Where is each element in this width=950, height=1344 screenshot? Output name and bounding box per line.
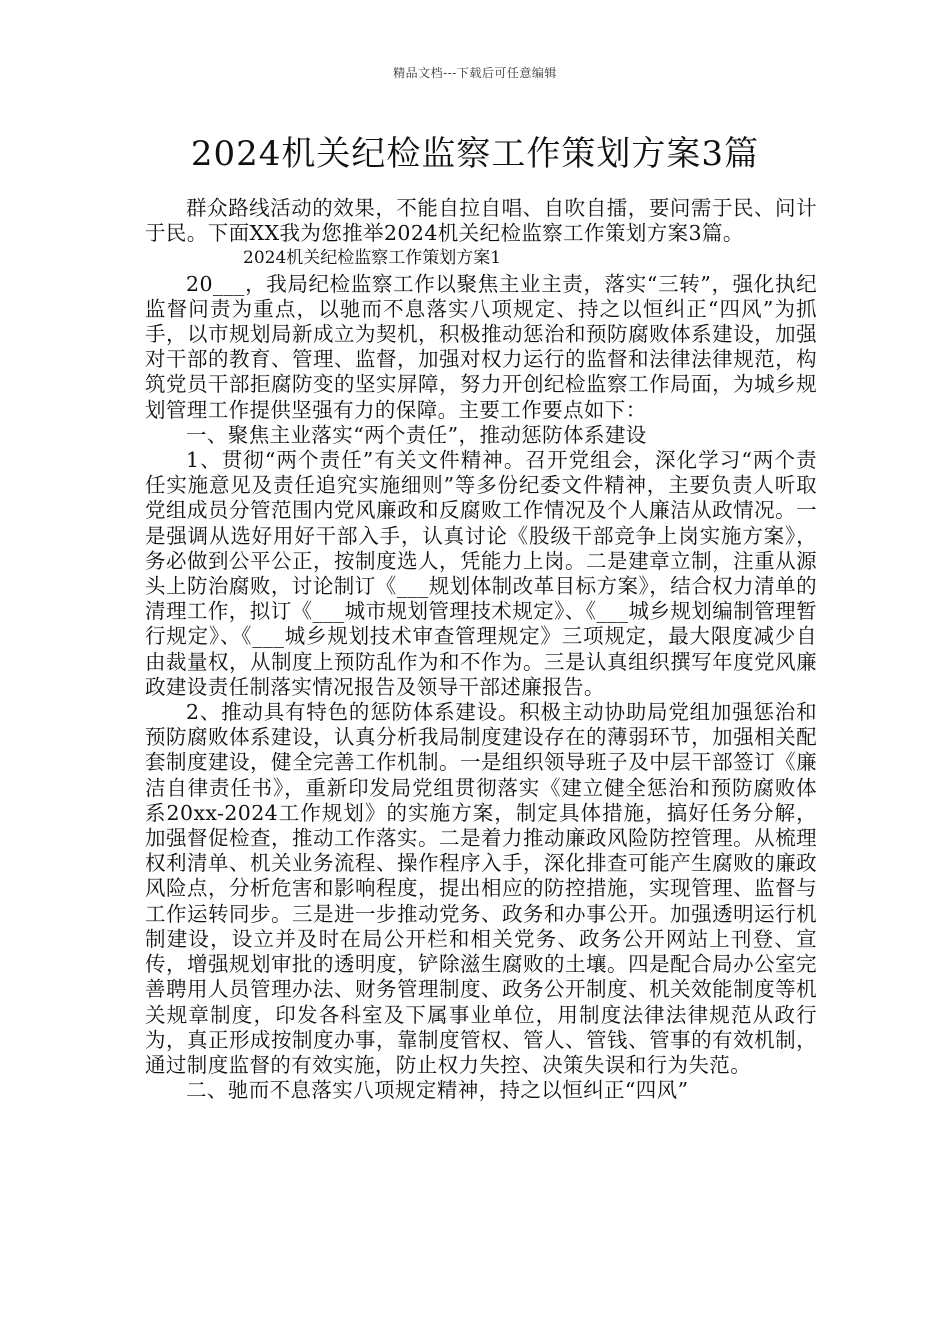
- section-subtitle: 2024机关纪检监察工作策划方案1: [243, 248, 502, 269]
- document-title: 2024机关纪检监察工作策划方案3篇: [190, 134, 760, 174]
- section-heading-2: 二、驰而不息落实八项规定精神，持之以恒纠正“四风”: [186, 1078, 689, 1103]
- overview-paragraph: 20___，我局纪检监察工作以聚焦主业主责，落实“三转”，强化执纪监督问责为重点，以驰而不息落实八项规定、持之以恒纠正“四风”为抓手，以市规划局新成立为契机，积极推动惩治和预防腐败体系建设，加强对干部的教育、管理、监督，加强对权力运行的监督和法律法律规范，构筑党员干部拒腐防变的坚实屏障，努力开创纪检监察工作局面，为城乡规划管理工作提供坚强有力的保障。主要工作要点如下：: [145, 271, 817, 422]
- item-paragraph-2: 2、推动具有特色的惩防体系建设。积极主动协助局党组加强惩治和预防腐败体系建设，认真分析我局制度建设存在的薄弱环节，加强相关配套制度建设，健全完善工作机制。一是组织领导班子及中层干部签订《廉洁自律责任书》，重新印发局党组贯彻落实《建立健全惩治和预防腐败体系20xx-2024工作规划》的实施方案，制定具体措施，搞好任务分解，加强督促检查，推动工作落实。二是着力推动廉政风险防控管理。从梳理权利清单、机关业务流程、操作程序入手，深化排查可能产生腐败的廉政风险点，分析危害和影响程度，提出相应的防控措施，实现管理、监督与工作运转同步。三是进一步推动党务、政务和办事公开。加强透明运行机制建设，设立并及时在局公开栏和相关党务、政务公开网站上刊登、宣传，增强规划审批的透明度，铲除滋生腐败的土壤。四是配合局办公室完善聘用人员管理办法、财务管理制度、政务公开制度、机关效能制度等机关规章制度，印发各科室及下属事业单位，用制度法律法律规范从政行为，真正形成按制度办事，靠制度管权、管人、管钱、管事的有效机制，通过制度监督的有效实施，防止权力失控、决策失误和行为失范。: [145, 700, 817, 1077]
- section-heading-1: 一、聚焦主业落实“两个责任”，推动惩防体系建设: [186, 422, 647, 447]
- document-body: [145, 196, 817, 1103]
- item-paragraph-1: 1、贯彻“两个责任”有关文件精神。召开党组会，深化学习“两个责任实施意见及责任追究实施细则”等多份纪委文件精神，主要负责人听取党组成员分管范围内党风廉政和反腐败工作情况及个人廉洁从政情况。一是强调从选好用好干部入手，认真讨论《股级干部竞争上岗实施方案》，务必做到公平公正，按制度选人，凭能力上岗。二是建章立制，注重从源头上防治腐败，讨论制订《___规划体制改革目标方案》，结合权力清单的清理工作，拟订《___城市规划管理技术规定》、《___城乡规划编制管理暂行规定》、《___城乡规划技术审查管理规定》三项规定，最大限度减少自由裁量权，从制度上预防乱作为和不作为。三是认真组织撰写年度党风廉政建设责任制落实情况报告及领导干部述廉报告。: [145, 448, 817, 699]
- page-header-note: 精品文档---下载后可任意编辑: [393, 66, 557, 80]
- intro-paragraph: 群众路线活动的效果，不能自拉自唱、自吹自擂，要问需于民、问计于民。下面XX我为您推举2024机关纪检监察工作策划方案3篇。: [145, 196, 817, 246]
